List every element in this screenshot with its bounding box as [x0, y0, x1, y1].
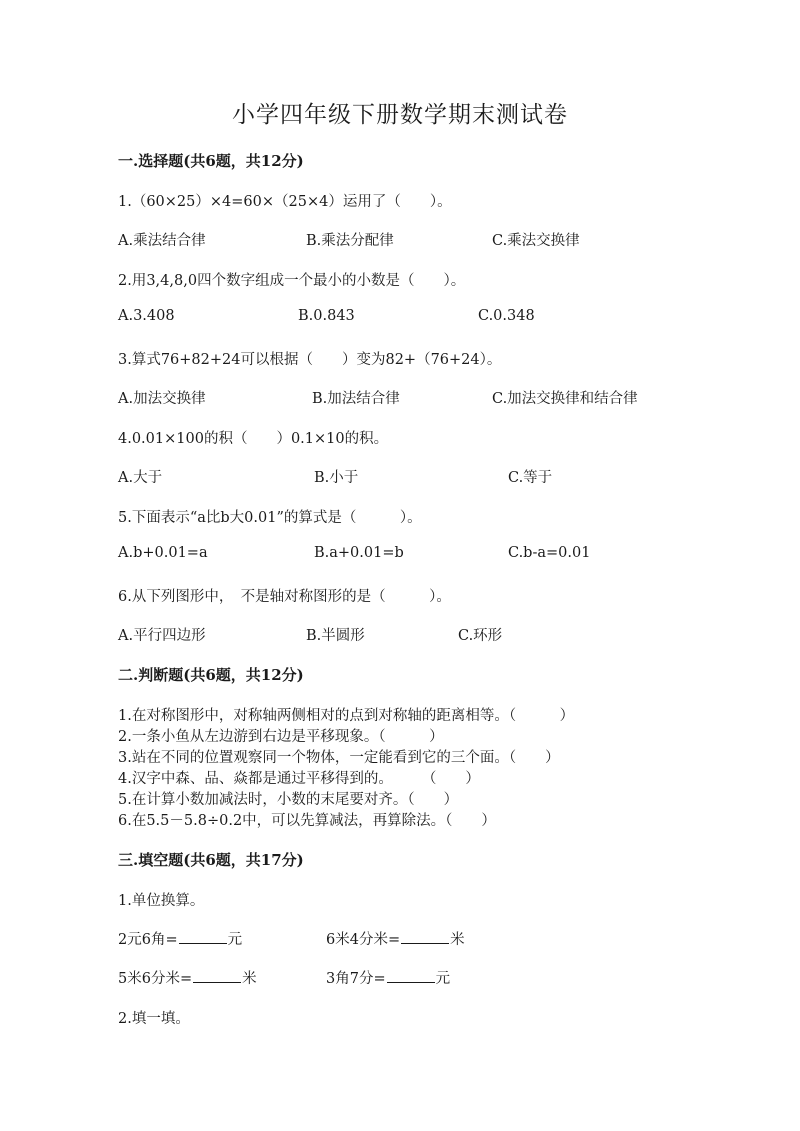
answer-blank[interactable] — [179, 929, 227, 944]
option-b: B.小于 — [314, 470, 359, 486]
option-c: C.b-a=0.01 — [508, 545, 591, 561]
answer-blank[interactable] — [401, 929, 449, 944]
conversion-item — [326, 967, 450, 988]
option-c: C.加法交换律和结合律 — [492, 391, 638, 407]
conversion-unit: 元 — [435, 971, 451, 987]
answer-blank[interactable] — [387, 968, 435, 983]
conversion-item — [118, 967, 257, 988]
judgement-item: 3.站在不同的位置观察同一个物体，一定能看到它的三个面。（ ） — [118, 750, 560, 766]
question-stem: 3.算式76+82+24可以根据（ ）变为82+（76+24）。 — [118, 352, 502, 368]
conversion-unit: 米 — [242, 971, 257, 987]
section-heading-choice: 一.选择题(共6题，共12分) — [118, 152, 304, 170]
option-b: B.a+0.01=b — [314, 545, 404, 561]
question-stem: 1.（60×25）×4=60×（25×4）运用了（ ）。 — [118, 194, 452, 210]
option-c: C.0.348 — [478, 308, 535, 324]
page-title: 小学四年级下册数学期末测试卷 — [232, 102, 568, 128]
conversion-item — [118, 928, 242, 949]
judgement-item: 1.在对称图形中，对称轴两侧相对的点到对称轴的距离相等。（ ） — [118, 708, 575, 724]
option-b: B.加法结合律 — [312, 391, 400, 407]
question-stem: 2.用3,4,8,0四个数字组成一个最小的小数是（ ）。 — [118, 273, 466, 289]
question-stem: 1.单位换算。 — [118, 893, 205, 909]
option-b: B.半圆形 — [306, 628, 365, 644]
option-b: B.0.843 — [298, 308, 355, 324]
conversion-left: 3角7分= — [326, 971, 386, 987]
option-a: A.乘法结合律 — [118, 233, 206, 249]
section-heading-fill: 三.填空题(共6题，共17分) — [118, 851, 304, 869]
judgement-item: 5.在计算小数加减法时，小数的末尾要对齐。（ ） — [118, 792, 459, 808]
conversion-unit: 元 — [227, 932, 243, 948]
judgement-item: 2.一条小鱼从左边游到右边是平移现象。（ ） — [118, 729, 444, 745]
option-c: C.乘法交换律 — [492, 233, 580, 249]
option-c: C.等于 — [508, 470, 553, 486]
option-b: B.乘法分配律 — [306, 233, 394, 249]
conversion-left: 6米4分米= — [326, 932, 401, 948]
judgement-item: 6.在5.5－5.8÷0.2中，可以先算减法，再算除法。（ ） — [118, 813, 496, 829]
option-a: A.平行四边形 — [118, 628, 206, 644]
conversion-unit: 米 — [450, 932, 465, 948]
question-stem: 4.0.01×100的积（ ）0.1×10的积。 — [118, 431, 389, 447]
option-c: C.环形 — [458, 628, 503, 644]
question-stem: 2.填一填。 — [118, 1011, 190, 1027]
option-a: A.加法交换律 — [118, 391, 206, 407]
conversion-left: 2元6角= — [118, 932, 178, 948]
answer-blank[interactable] — [193, 968, 241, 983]
option-a: A.b+0.01=a — [118, 545, 208, 561]
conversion-left: 5米6分米= — [118, 971, 193, 987]
question-stem: 6.从下列图形中， 不是轴对称图形的是（ ）。 — [118, 589, 451, 605]
section-heading-judgement: 二.判断题(共6题，共12分) — [118, 666, 304, 684]
judgement-item: 4.汉字中森、品、焱都是通过平移得到的。 （ ） — [118, 771, 480, 787]
option-a: A.3.408 — [118, 308, 175, 324]
conversion-item — [326, 928, 465, 949]
question-stem: 5.下面表示“a比b大0.01”的算式是（ ）。 — [118, 510, 422, 526]
option-a: A.大于 — [118, 470, 163, 486]
